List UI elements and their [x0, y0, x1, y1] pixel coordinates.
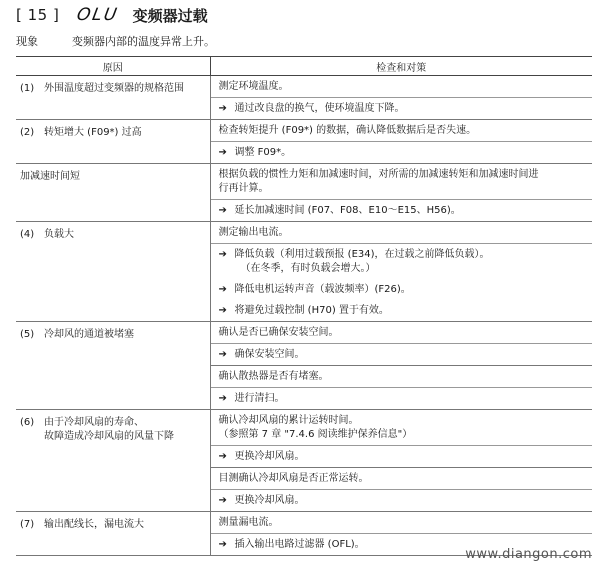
section-number: [ 15 ]: [16, 6, 60, 24]
phenomenon-line: [16, 33, 215, 49]
section-header: [16, 4, 208, 26]
cause-cell: (1) 外围温度超过变频器的规格范围: [16, 76, 210, 120]
arrow-icon: ➔: [218, 393, 227, 404]
arrow-icon: ➔: [218, 451, 227, 462]
arrow-icon: ➔: [218, 205, 227, 216]
table-row: [16, 120, 592, 164]
cause-cell: (4) 负载大: [16, 222, 210, 322]
table-row: [16, 410, 592, 512]
troubleshooting-table: [16, 56, 592, 556]
cause-cell: (7) 输出配线长，漏电流大: [16, 512, 210, 556]
arrow-icon: ➔: [218, 305, 227, 316]
alarm-code-olu: OLU: [75, 5, 121, 25]
check-cell: 根据负载的惯性力矩和加减速时间，对所需的加减速转矩和加减速时间进 行再计算。 ➔ 延长加减速时间 (F07、F08、E10～E15、H56)。: [210, 164, 592, 222]
table-header-row: [16, 57, 592, 76]
header-check: 检查和对策: [210, 57, 592, 76]
check-cell: 测定输出电流。 ➔ 降低负载（利用过载预报 (E34)，在过载之前降低负载）。 （在冬季，有时负载会增大。） ➔ 降低电机运转声音（载波频率）(F26)。 ➔ 将避免过载控制 (H70) 置于有效。: [210, 222, 592, 322]
phenomenon-label: 现象: [16, 35, 38, 48]
check-cell: 检查转矩提升 (F09*) 的数据，确认降低数据后是否失速。 ➔ 调整 F09*。: [210, 120, 592, 164]
arrow-icon: ➔: [218, 284, 227, 295]
header-cause: 原因: [16, 57, 210, 76]
arrow-icon: ➔: [218, 249, 227, 260]
cause-cell: (5) 冷却风的通道被堵塞: [16, 322, 210, 410]
cause-cell: (6) 由于冷却风扇的寿命、 故障造成冷却风扇的风量下降: [16, 410, 210, 512]
arrow-icon: ➔: [218, 539, 227, 550]
section-title: 变频器过载: [132, 6, 208, 25]
arrow-icon: ➔: [218, 495, 227, 506]
table-row: [16, 76, 592, 120]
watermark: www.diangon.com: [465, 547, 592, 562]
arrow-icon: ➔: [218, 349, 227, 360]
table-row: [16, 322, 592, 410]
cause-cell: 加减速时间短: [16, 164, 210, 222]
check-cell: 确认是否已确保安装空间。 ➔ 确保安装空间。 确认散热器是否有堵塞。 ➔ 进行清扫。: [210, 322, 592, 410]
table-row: [16, 164, 592, 222]
check-cell: 测量漏电流。 ➔ 插入输出电路过滤器 (OFL)。: [210, 512, 592, 556]
table-row: [16, 222, 592, 322]
arrow-icon: ➔: [218, 147, 227, 158]
check-cell: 确认冷却风扇的累计运转时间。 （参照第 7 章 "7.4.6 阅读维护保养信息"） ➔ 更换冷却风扇。 目测确认冷却风扇是否正常运转。 ➔ 更换冷却风扇。: [210, 410, 592, 512]
phenomenon-text: 变频器内部的温度异常上升。: [72, 35, 215, 48]
arrow-icon: ➔: [218, 103, 227, 114]
check-cell: 测定环境温度。 ➔ 通过改良盘的换气，使环境温度下降。: [210, 76, 592, 120]
cause-cell: (2) 转矩增大 (F09*) 过高: [16, 120, 210, 164]
